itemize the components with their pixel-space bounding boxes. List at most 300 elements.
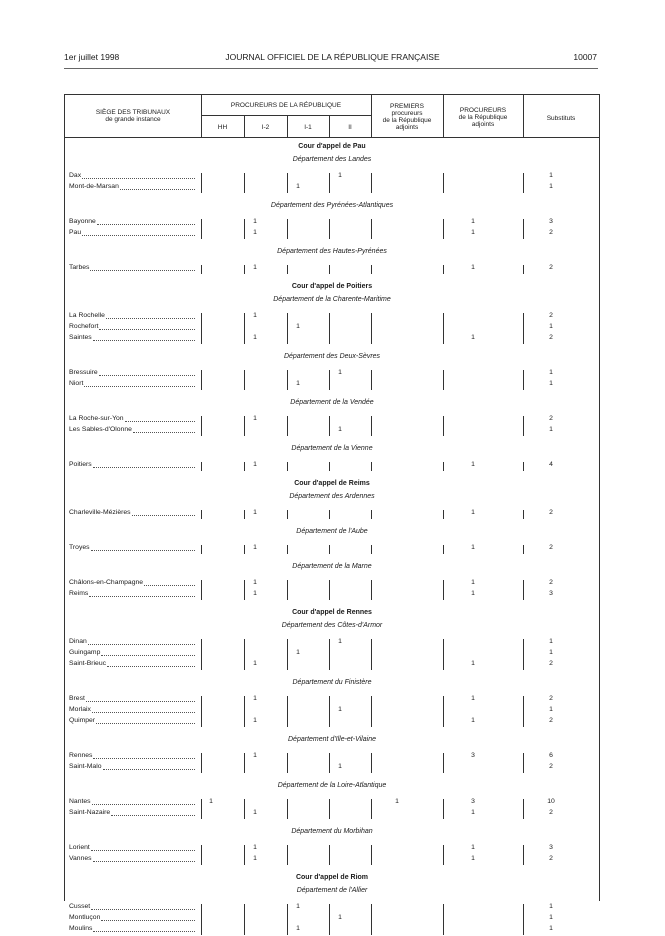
- value-sub: 2: [549, 579, 553, 586]
- cell-divider: [201, 265, 202, 274]
- value-adj: 1: [471, 544, 475, 551]
- cell-divider: [523, 416, 524, 436]
- tribunal-name: Vannes: [69, 855, 92, 862]
- cell-divider: [201, 313, 202, 344]
- tribunal-name: Cusset: [69, 903, 91, 910]
- table-row: [65, 229, 599, 240]
- value-i2: 1: [253, 544, 257, 551]
- cell-divider: [287, 313, 288, 344]
- cell-divider: [443, 416, 444, 436]
- cell-divider: [201, 545, 202, 554]
- value-i2: 1: [253, 334, 257, 341]
- value-hh: 1: [209, 798, 213, 805]
- tribunal-name: Niort: [69, 380, 84, 387]
- cell-divider: [443, 265, 444, 274]
- tribunal-name: Moulins: [69, 925, 93, 932]
- cell-divider: [523, 696, 524, 727]
- value-sub: 2: [549, 717, 553, 724]
- court-heading: Cour d'appel de Pau: [298, 143, 366, 150]
- tribunal-name: Montluçon: [69, 914, 101, 921]
- table-row: [65, 264, 599, 275]
- value-i2: 1: [253, 415, 257, 422]
- department-heading: Département des Ardennes: [289, 493, 375, 500]
- value-sub: 2: [549, 334, 553, 341]
- tribunal-name: Rochefort: [69, 323, 99, 330]
- cell-divider: [244, 173, 245, 193]
- cell-divider: [201, 799, 202, 819]
- department-heading: Département de l'Aube: [296, 528, 368, 535]
- value-adj: 1: [471, 509, 475, 516]
- dot-leader: [86, 701, 195, 702]
- value-sub: 1: [549, 323, 553, 330]
- table-row: [65, 695, 599, 706]
- cell-divider: [201, 173, 202, 193]
- value-i1: 1: [296, 925, 300, 932]
- value-sub: 1: [549, 649, 553, 656]
- value-i2: 1: [253, 844, 257, 851]
- cell-divider: [523, 370, 524, 390]
- cell-divider: [287, 545, 288, 554]
- cell-divider: [201, 370, 202, 390]
- value-adj: 1: [471, 809, 475, 816]
- dot-leader: [133, 432, 195, 433]
- tribunal-name: Nantes: [69, 798, 91, 805]
- value-prem: 1: [395, 798, 399, 805]
- table-row: [65, 426, 599, 437]
- table-row: [65, 763, 599, 774]
- cell-divider: [287, 845, 288, 865]
- cell-divider: [371, 904, 372, 935]
- value-i1: 1: [296, 380, 300, 387]
- col-ii-header: II: [348, 124, 352, 131]
- dot-leader: [101, 920, 195, 921]
- cell-divider: [443, 799, 444, 819]
- value-adj: 1: [471, 218, 475, 225]
- col-siege-title: SIÈGE DES TRIBUNAUX: [95, 109, 171, 116]
- tribunal-name: Brest: [69, 695, 85, 702]
- tribunal-name: Saint-Nazaire: [69, 809, 111, 816]
- cell-divider: [287, 265, 288, 274]
- cell-divider: [329, 219, 330, 239]
- col-siege-subtitle: de grande instance: [105, 116, 161, 123]
- dot-leader: [88, 644, 195, 645]
- cell-divider: [201, 462, 202, 471]
- value-sub: 10: [547, 798, 555, 805]
- value-adj: 1: [471, 229, 475, 236]
- value-sub: 2: [549, 509, 553, 516]
- value-sub: 6: [549, 752, 553, 759]
- value-i1: 1: [296, 323, 300, 330]
- table-row: [65, 218, 599, 229]
- court-heading: Cour d'appel de Rennes: [292, 609, 372, 616]
- table-row: [65, 914, 599, 925]
- table-row: [65, 925, 599, 936]
- table-row: [65, 461, 599, 472]
- table-row: [65, 590, 599, 601]
- value-sub: 1: [549, 925, 553, 932]
- dot-leader: [82, 178, 195, 179]
- department-heading: Département d'Ille-et-Vilaine: [288, 736, 376, 743]
- tribunal-name: Morlaix: [69, 706, 91, 713]
- department-heading: Département du Finistère: [292, 679, 372, 686]
- dot-leader: [93, 931, 195, 932]
- cell-divider: [523, 265, 524, 274]
- cell-divider: [201, 904, 202, 935]
- table-row: [65, 509, 599, 520]
- department-heading: Département des Pyrénées-Atlantiques: [270, 202, 394, 209]
- dot-leader: [91, 550, 195, 551]
- value-sub: 2: [549, 544, 553, 551]
- cell-divider: [371, 845, 372, 865]
- cell-divider: [287, 580, 288, 600]
- dot-leader: [97, 224, 195, 225]
- value-sub: 1: [549, 426, 553, 433]
- cell-divider: [329, 753, 330, 773]
- col-hh-header: HH: [217, 124, 228, 131]
- value-i2: 1: [253, 660, 257, 667]
- cell-divider: [201, 416, 202, 436]
- cell-divider: [201, 639, 202, 670]
- cell-divider: [329, 639, 330, 670]
- table-row: [65, 172, 599, 183]
- value-adj: 1: [471, 660, 475, 667]
- department-heading: Département de la Loire-Atlantique: [277, 782, 387, 789]
- table-row: [65, 717, 599, 728]
- cell-divider: [244, 696, 245, 727]
- header-page-number: 10007: [573, 52, 597, 62]
- value-i2: 1: [253, 264, 257, 271]
- cell-divider: [287, 173, 288, 193]
- cell-divider: [329, 173, 330, 193]
- department-heading: Département de la Marne: [292, 563, 372, 570]
- table-row: [65, 752, 599, 763]
- value-sub: 3: [549, 844, 553, 851]
- cell-divider: [371, 696, 372, 727]
- cell-divider: [287, 904, 288, 935]
- col-procureurs-header: PROCUREURS DE LA RÉPUBLIQUE: [230, 102, 342, 109]
- tribunal-name: Charleville-Mézières: [69, 509, 131, 516]
- table-row: [65, 649, 599, 660]
- tribunal-name: Poitiers: [69, 461, 92, 468]
- dot-leader: [89, 596, 195, 597]
- cell-divider: [201, 580, 202, 600]
- value-sub: 2: [549, 264, 553, 271]
- staffing-table: [64, 94, 600, 932]
- col-premiers-line: PREMIERS: [390, 103, 424, 110]
- cell-divider: [287, 416, 288, 436]
- value-i2: 1: [253, 229, 257, 236]
- value-i2: 1: [253, 218, 257, 225]
- value-i2: 1: [253, 809, 257, 816]
- value-adj: 1: [471, 717, 475, 724]
- table-row: [65, 903, 599, 914]
- dot-leader: [93, 467, 195, 468]
- cell-divider: [287, 462, 288, 471]
- tribunal-name: Dinan: [69, 638, 87, 645]
- cell-divider: [371, 799, 372, 819]
- table-row: [65, 660, 599, 671]
- cell-divider: [443, 753, 444, 773]
- department-heading: Département de la Vendée: [290, 399, 374, 406]
- table-row: [65, 544, 599, 555]
- cell-divider: [244, 313, 245, 344]
- tribunal-name: Rennes: [69, 752, 93, 759]
- tribunal-name: Saintes: [69, 334, 92, 341]
- dot-leader: [132, 515, 195, 516]
- dot-leader: [99, 375, 195, 376]
- cell-divider: [244, 510, 245, 519]
- dot-leader: [99, 329, 195, 330]
- cell-divider: [329, 696, 330, 727]
- col-siege-header: [65, 109, 201, 123]
- cell-divider: [523, 510, 524, 519]
- value-i2: 1: [253, 752, 257, 759]
- cell-divider: [371, 173, 372, 193]
- value-ii: 1: [338, 172, 342, 179]
- cell-divider: [443, 639, 444, 670]
- value-adj: 1: [471, 579, 475, 586]
- table-row: [65, 380, 599, 391]
- table-row: [65, 844, 599, 855]
- cell-divider: [201, 696, 202, 727]
- dot-leader: [92, 804, 195, 805]
- cell-divider: [371, 313, 372, 344]
- col-substituts-header: Substituts: [546, 115, 576, 122]
- value-i2: 1: [253, 461, 257, 468]
- value-sub: 4: [549, 461, 553, 468]
- cell-divider: [287, 696, 288, 727]
- cell-divider: [244, 639, 245, 670]
- dot-leader: [92, 712, 195, 713]
- value-sub: 3: [549, 590, 553, 597]
- cell-divider: [329, 845, 330, 865]
- cell-divider: [329, 580, 330, 600]
- dot-leader: [93, 861, 195, 862]
- value-adj: 1: [471, 855, 475, 862]
- cell-divider: [523, 462, 524, 471]
- department-heading: Département de la Charente-Maritime: [273, 296, 391, 303]
- dot-leader: [82, 235, 195, 236]
- value-sub: 1: [549, 172, 553, 179]
- cell-divider: [371, 265, 372, 274]
- value-adj: 1: [471, 461, 475, 468]
- value-ii: 1: [338, 426, 342, 433]
- col-adjoints-line: de la République: [458, 114, 508, 121]
- header-rule: [64, 68, 598, 69]
- dot-leader: [103, 769, 195, 770]
- value-sub: 2: [549, 312, 553, 319]
- cell-divider: [443, 173, 444, 193]
- cell-divider: [371, 462, 372, 471]
- cell-divider: [523, 639, 524, 670]
- cell-divider: [329, 904, 330, 935]
- table-row: [65, 323, 599, 334]
- cell-divider: [443, 510, 444, 519]
- department-heading: Département de la Vienne: [291, 445, 373, 452]
- cell-divider: [201, 219, 202, 239]
- value-sub: 1: [549, 183, 553, 190]
- cell-divider: [329, 545, 330, 554]
- value-adj: 1: [471, 334, 475, 341]
- value-i2: 1: [253, 590, 257, 597]
- tribunal-name: Lorient: [69, 844, 90, 851]
- court-heading: Cour d'appel de Riom: [295, 874, 369, 881]
- cell-divider: [287, 639, 288, 670]
- value-sub: 2: [549, 229, 553, 236]
- cell-divider: [443, 580, 444, 600]
- department-heading: Département des Deux-Sèvres: [283, 353, 381, 360]
- cell-divider: [523, 904, 524, 935]
- header-date: 1er juillet 1998: [64, 52, 120, 62]
- cell-divider: [371, 370, 372, 390]
- dot-leader: [101, 655, 195, 656]
- dot-leader: [120, 189, 195, 190]
- cell-divider: [201, 753, 202, 773]
- value-sub: 2: [549, 415, 553, 422]
- table-row: [65, 855, 599, 866]
- value-adj: 3: [471, 798, 475, 805]
- table-row: [65, 369, 599, 380]
- cell-divider: [443, 462, 444, 471]
- value-i1: 1: [296, 649, 300, 656]
- dot-leader: [91, 850, 195, 851]
- cell-divider: [329, 799, 330, 819]
- cell-divider: [523, 173, 524, 193]
- tribunal-name: La Roche-sur-Yon: [69, 415, 124, 422]
- value-i2: 1: [253, 695, 257, 702]
- cell-divider: [244, 462, 245, 471]
- tribunal-name: Mont-de-Marsan: [69, 183, 119, 190]
- court-heading: Cour d'appel de Reims: [294, 480, 370, 487]
- value-i1: 1: [296, 903, 300, 910]
- tribunal-name: La Rochelle: [69, 312, 105, 319]
- department-heading: Département de l'Allier: [296, 887, 368, 894]
- cell-divider: [523, 799, 524, 819]
- value-ii: 1: [338, 369, 342, 376]
- col-premiers-line: de la République: [382, 117, 432, 124]
- col-adjoints-line: adjoints: [471, 121, 495, 128]
- cell-divider: [523, 845, 524, 865]
- tribunal-name: Bressuire: [69, 369, 98, 376]
- dot-leader: [125, 421, 195, 422]
- court-heading: Cour d'appel de Poitiers: [291, 283, 373, 290]
- tribunal-name: Troyes: [69, 544, 90, 551]
- header-title: JOURNAL OFFICIEL DE LA RÉPUBLIQUE FRANÇAISE: [225, 52, 440, 62]
- value-i2: 1: [253, 717, 257, 724]
- table-row: [65, 706, 599, 717]
- cell-divider: [244, 370, 245, 390]
- cell-divider: [244, 799, 245, 819]
- cell-divider: [244, 904, 245, 935]
- cell-divider: [443, 845, 444, 865]
- cell-divider: [371, 545, 372, 554]
- cell-divider: [443, 219, 444, 239]
- col-i2-header: I-2: [261, 124, 270, 131]
- cell-divider: [443, 696, 444, 727]
- dot-leader: [111, 815, 195, 816]
- procureurs-subrule: [201, 115, 371, 116]
- value-sub: 2: [549, 660, 553, 667]
- department-heading: Département du Morbihan: [291, 828, 373, 835]
- value-sub: 1: [549, 903, 553, 910]
- department-heading: Département des Landes: [292, 156, 372, 163]
- cell-divider: [443, 545, 444, 554]
- value-i2: 1: [253, 509, 257, 516]
- dot-leader: [93, 758, 195, 759]
- cell-divider: [523, 753, 524, 773]
- table-row: [65, 334, 599, 345]
- value-adj: 1: [471, 844, 475, 851]
- tribunal-name: Dax: [69, 172, 82, 179]
- cell-divider: [329, 370, 330, 390]
- department-heading: Département des Hautes-Pyrénées: [277, 248, 387, 255]
- cell-divider: [523, 313, 524, 344]
- cell-divider: [371, 639, 372, 670]
- tribunal-name: Guingamp: [69, 649, 101, 656]
- dot-leader: [90, 270, 195, 271]
- value-adj: 1: [471, 695, 475, 702]
- cell-divider: [244, 545, 245, 554]
- cell-divider: [201, 510, 202, 519]
- tribunal-name: Quimper: [69, 717, 96, 724]
- value-sub: 2: [549, 809, 553, 816]
- value-sub: 2: [549, 855, 553, 862]
- table-row: [65, 312, 599, 323]
- dot-leader: [91, 909, 195, 910]
- tribunal-name: Saint-Malo: [69, 763, 102, 770]
- cell-divider: [329, 265, 330, 274]
- table-row: [65, 638, 599, 649]
- value-i2: 1: [253, 579, 257, 586]
- dot-leader: [144, 585, 195, 586]
- cell-divider: [523, 219, 524, 239]
- dot-leader: [107, 666, 195, 667]
- tribunal-name: Châlons-en-Champagne: [69, 579, 144, 586]
- tribunal-name: Bayonne: [69, 218, 96, 225]
- col-adjoints-line: PROCUREURS: [459, 107, 507, 114]
- cell-divider: [371, 580, 372, 600]
- table-row: [65, 809, 599, 820]
- cell-divider: [201, 845, 202, 865]
- value-sub: 1: [549, 638, 553, 645]
- cell-divider: [287, 510, 288, 519]
- value-sub: 1: [549, 380, 553, 387]
- table-row: [65, 183, 599, 194]
- tribunal-name: Reims: [69, 590, 89, 597]
- value-adj: 3: [471, 752, 475, 759]
- cell-divider: [371, 753, 372, 773]
- cell-divider: [244, 265, 245, 274]
- value-sub: 2: [549, 763, 553, 770]
- value-i2: 1: [253, 855, 257, 862]
- value-i2: 1: [253, 312, 257, 319]
- cell-divider: [329, 462, 330, 471]
- table-row: [65, 579, 599, 590]
- value-ii: 1: [338, 763, 342, 770]
- tribunal-name: Tarbes: [69, 264, 90, 271]
- cell-divider: [244, 416, 245, 436]
- col-adjoints-header: [443, 107, 523, 128]
- value-i1: 1: [296, 183, 300, 190]
- value-adj: 1: [471, 590, 475, 597]
- cell-divider: [244, 580, 245, 600]
- value-adj: 1: [471, 264, 475, 271]
- cell-divider: [371, 219, 372, 239]
- value-sub: 1: [549, 914, 553, 921]
- cell-divider: [329, 416, 330, 436]
- col-premiers-header: [371, 103, 443, 131]
- col-premiers-line: adjoints: [395, 124, 419, 131]
